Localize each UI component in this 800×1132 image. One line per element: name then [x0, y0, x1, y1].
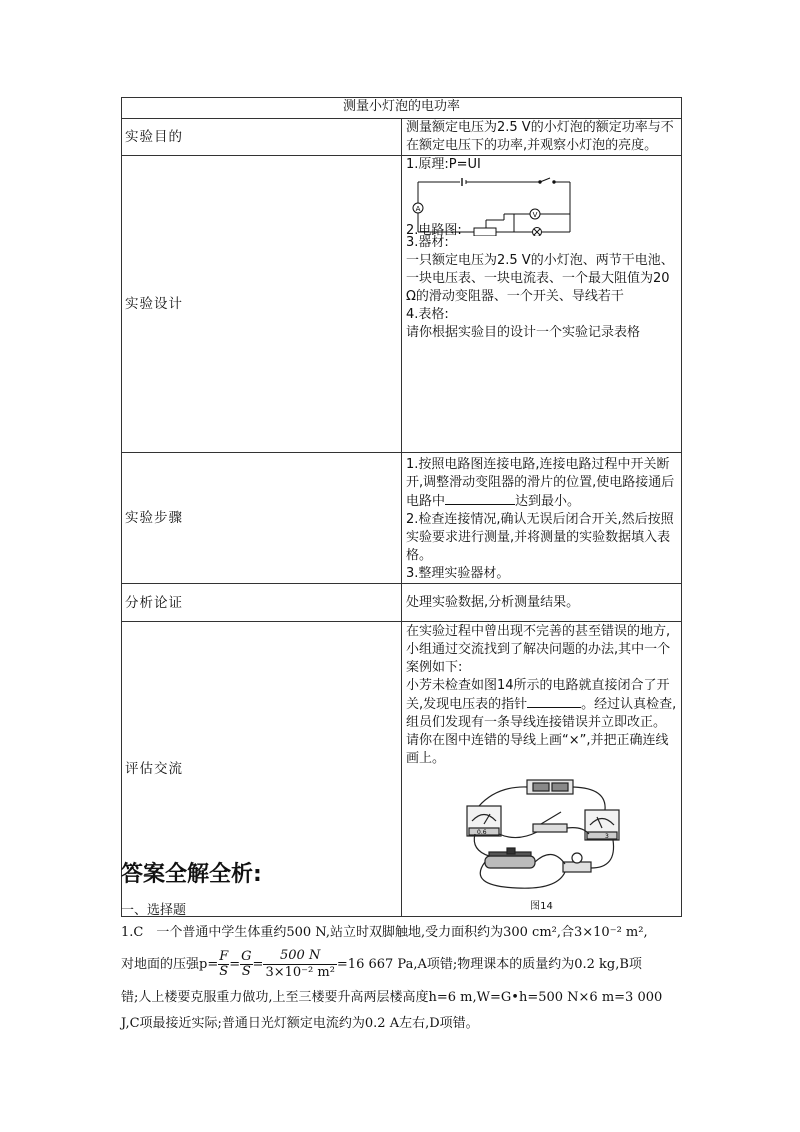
equipment-heading: 3.器材: [406, 235, 449, 250]
step-1-text-a: 1.按照电路图连接电路,连接电路过程中开关断开,调整滑动变阻器的滑片的位置,使电路接通后电路中 [406, 457, 675, 509]
answer-1-line-3: 错;人上楼要克服重力做功,上至三楼要升高两层楼高度h=6 m,W=G•h=500 N×6 m=3 000 [121, 990, 663, 1005]
fraction-pressure [263, 948, 336, 981]
analysis-cell [402, 584, 682, 622]
fraction-numerator: 500 N [263, 948, 336, 965]
fraction-numerator: F [219, 949, 229, 964]
ammeter-scale-label: 0.6 [476, 829, 487, 836]
circuit-label: 2.电路图: [406, 223, 462, 238]
circuit-diagram [404, 174, 604, 236]
design-cell [402, 156, 682, 453]
evaluation-text-a: 小芳未检查如图14所示的电路就直接闭合了开关,发现电压表的指针 [406, 678, 670, 712]
answer-1-prefix: 对地面的压强p= [121, 957, 219, 972]
answer-1-line-1: 1.C 一个普通中学生体重约500 N,站立时双脚触地,受力面积约为300 cm²,合3×10⁻² m², [121, 925, 648, 940]
circuit-diagram-row [406, 174, 677, 238]
answer-blank[interactable] [527, 695, 581, 708]
step-1-text-b: 达到最小。 [515, 494, 581, 509]
row-label-analysis: 分析论证 [122, 584, 402, 622]
figure-caption: 图14 [530, 901, 553, 912]
row-label-evaluation: 评估交流 [122, 622, 402, 917]
evaluation-text-b: 。经过认真检查,组员们发现有一条导线连接错误并立即改正。请你在图中连错的导线上画“×”,并把正确连线画上。 [406, 697, 677, 766]
fraction-denominator: 3×10⁻² m² [265, 965, 335, 980]
answer-blank[interactable] [445, 492, 515, 505]
answer-1-line-4: J,C项最接近实际;普通日光灯额定电流约为0.2 A左右,D项错。 [121, 1016, 479, 1031]
equipment-text: 一只额定电压为2.5 V的小灯泡、两节干电池、一块电压表、一块电流表、一个最大阻值为20 Ω的滑动变阻器、一个开关、导线若干 [406, 253, 674, 304]
voltmeter-symbol: V [532, 211, 538, 219]
step-1 [406, 456, 677, 511]
answers-title: 答案全解全析: [121, 862, 262, 887]
purpose-cell [402, 119, 682, 156]
ammeter-symbol: A [415, 205, 421, 213]
table-title: 测量小灯泡的电功率 [122, 98, 682, 119]
analysis-text: 处理实验数据,分析测量结果。 [406, 594, 580, 610]
principle-text: 1.原理:P=UI [406, 157, 481, 172]
section-heading: 一、选择题 [121, 903, 187, 918]
answers-section [121, 860, 691, 1037]
voltmeter-scale-label: 3 [604, 833, 609, 840]
purpose-text: 测量额定电压为2.5 V的小灯泡的额定功率与不在额定电压下的功率,并观察小灯泡的亮度。 [406, 120, 674, 153]
answer-1-line-2: 对地面的压强p= $\frac{F}{S}$ = $\frac{G}{S}$ = $\frac{500 N}{\text{3×10⁻² m²}}$ =16 667 Pa,A项错;物理课本的质量约为0.2 kg,B项 [121, 948, 642, 980]
fraction-f-over-s [218, 950, 229, 979]
step-2: 2.检查连接情况,确认无误后闭合开关,然后按照实验要求进行测量,并将测量的实验数据填入表格。 [406, 512, 674, 563]
steps-cell [402, 453, 682, 584]
row-label-purpose: 实验目的 [122, 119, 402, 156]
row-label-steps: 实验步骤 [122, 453, 402, 584]
fraction-denominator: S [241, 964, 251, 979]
evaluation-paragraph-1: 在实验过程中曾出现不完善的甚至错误的地方,小组通过交流找到了解决问题的办法,其中一个案例如下: [406, 624, 671, 675]
fraction-g-over-s [240, 950, 252, 979]
table-heading: 4.表格: [406, 307, 449, 322]
answer-1-suffix: =16 667 Pa,A项错;物理课本的质量约为0.2 kg,B项 [336, 957, 642, 972]
step-3: 3.整理实验器材。 [406, 566, 510, 581]
fraction-numerator: G [241, 949, 252, 964]
experiment-table [121, 97, 682, 917]
evaluation-paragraph-2 [406, 677, 677, 768]
row-label-design: 实验设计 [122, 156, 402, 453]
fraction-denominator: S [219, 964, 229, 979]
table-instruction: 请你根据实验目的设计一个实验记录表格 [406, 325, 641, 340]
